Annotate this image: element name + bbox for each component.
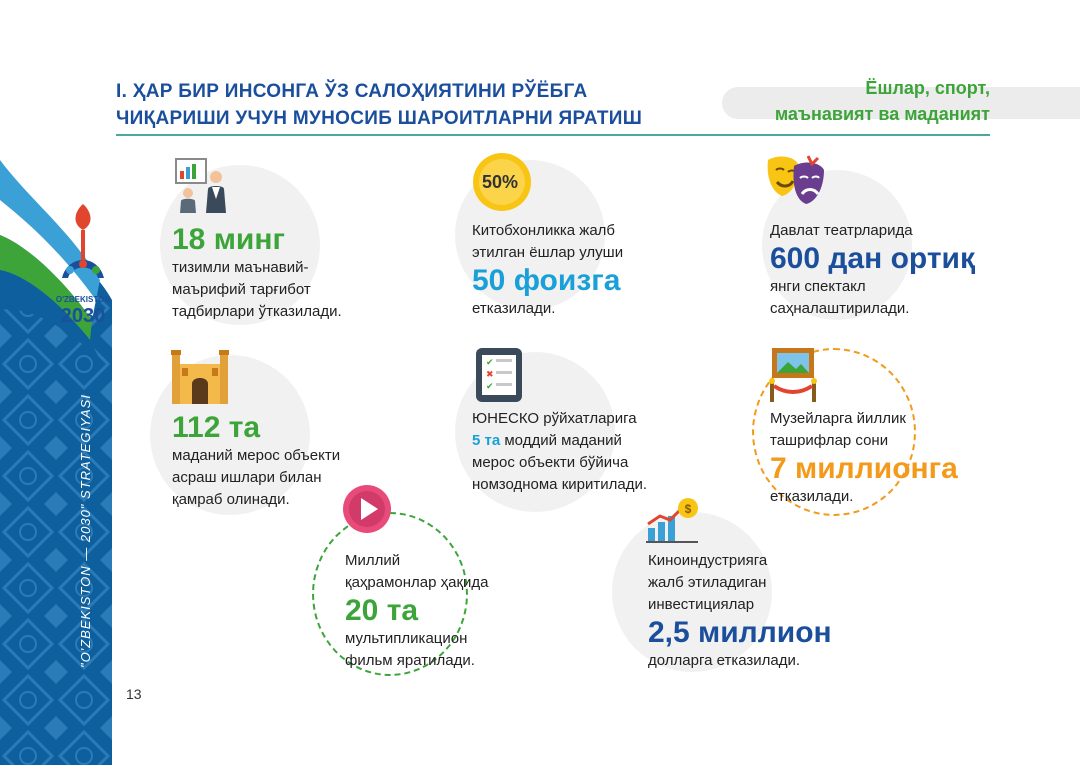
- header-divider: [116, 134, 990, 136]
- checklist-tablet-icon: [472, 346, 526, 404]
- museums-value: 7 миллионга: [770, 452, 958, 485]
- museum-painting-icon: [764, 344, 822, 404]
- page-title: [116, 78, 696, 132]
- svg-text:✖: ✖: [486, 370, 494, 380]
- cinema-line-3: инвестициялар: [648, 596, 755, 613]
- unesco-pre: ЮНЕСКО рўйхатларига: [472, 410, 637, 427]
- museums-block: [770, 408, 958, 508]
- theatre-block: [770, 220, 975, 320]
- cartoons-line-2: қаҳрамонлар ҳақида: [345, 574, 489, 591]
- cinema-line-1: Киноиндустрияга: [648, 552, 768, 569]
- category-label: [690, 75, 990, 127]
- category-line-2: маънавият ва маданият: [774, 104, 990, 124]
- presentation-icon: [172, 155, 234, 217]
- events-line-2: маърифий тарғибот: [172, 281, 311, 298]
- ozbekiston-2030-logo: [48, 198, 118, 328]
- cartoons-value: 20 та: [345, 594, 419, 627]
- investment-chart-icon: [644, 494, 700, 544]
- strategy-vertical-text: "O'ZBEKISTON — 2030" STRATEGIYASI: [78, 394, 93, 668]
- heritage-line-3: қамраб олинади.: [172, 491, 290, 508]
- theatre-pre: Давлат театрларида: [770, 222, 913, 239]
- heritage-value: 112 та: [172, 411, 261, 444]
- events-value: 18 минг: [172, 223, 285, 256]
- page-number: 13: [126, 686, 142, 702]
- cartoons-line-3: мультипликацион: [345, 630, 468, 647]
- category-line-1: Ёшлар, спорт,: [865, 78, 990, 98]
- heritage-line-1: маданий мерос объекти: [172, 447, 341, 464]
- page-title-line-1: I. ҲАР БИР ИНСОНГА ЎЗ САЛОҲИЯТИНИ РЎЁБГА: [116, 81, 588, 102]
- play-button-icon[interactable]: [342, 484, 392, 534]
- unesco-value-suffix: моддий маданий: [500, 432, 622, 449]
- percent-badge-text: 50%: [481, 172, 519, 192]
- unesco-line-1: мерос объекти бўйича: [472, 454, 629, 471]
- events-line-1: тизимли маънавий-: [172, 259, 309, 276]
- theatre-masks-icon: [764, 150, 828, 210]
- cartoons-line-1: Миллий: [345, 552, 401, 569]
- unesco-value-line: [472, 430, 647, 452]
- svg-text:✔: ✔: [486, 358, 494, 368]
- youth-readers-line-2: этилган ёшлар улуши: [472, 244, 624, 261]
- cinema-line-2: жалб этиладиган: [648, 574, 767, 591]
- cartoons-block: [345, 550, 489, 672]
- page-title-line-2: ЧИҚАРИШИ УЧУН МУНОСИБ ШАРОИТЛАРНИ ЯРАТИШ: [116, 108, 643, 129]
- unesco-block: [472, 408, 647, 496]
- theatre-value: 600 дан ортиқ: [770, 242, 975, 275]
- events-line-3: тадбирлари ўтказилади.: [172, 303, 342, 320]
- cinema-block: [648, 550, 832, 672]
- youth-readers-line-1: Китобхонликка жалб: [472, 222, 616, 239]
- heritage-block: [172, 411, 340, 511]
- heritage-line-2: асраш ишлари билан: [172, 469, 322, 486]
- unesco-line-2: номзоднома киритилади.: [472, 476, 647, 493]
- theatre-line-1: янги спектакл: [770, 278, 866, 295]
- museums-line-2: ташрифлар сони: [770, 432, 889, 449]
- museums-post: етказилади.: [770, 488, 854, 505]
- events-block: [172, 223, 342, 323]
- percent-badge-icon: [470, 150, 534, 214]
- logo-text-year: 2030: [60, 305, 106, 327]
- ornament-pattern: [0, 0, 112, 765]
- logo-text-top: O'ZBEKISTON: [55, 295, 111, 304]
- theatre-line-2: саҳналаштирилади.: [770, 300, 910, 317]
- museums-line-1: Музейларга йиллик: [770, 410, 906, 427]
- youth-readers-value: 50 фоизга: [472, 264, 621, 297]
- cartoons-line-4: фильм яратилади.: [345, 652, 475, 669]
- youth-readers-block: [472, 220, 623, 320]
- mosque-icon: [170, 346, 230, 404]
- svg-text:✔: ✔: [486, 382, 494, 392]
- unesco-value: 5 та: [472, 432, 501, 449]
- youth-readers-post: етказилади.: [472, 300, 556, 317]
- cinema-post: долларга етказилади.: [648, 652, 801, 669]
- cinema-value: 2,5 миллион: [648, 616, 832, 649]
- svg-text:$: $: [684, 502, 692, 516]
- sidebar-ornament: [0, 0, 112, 765]
